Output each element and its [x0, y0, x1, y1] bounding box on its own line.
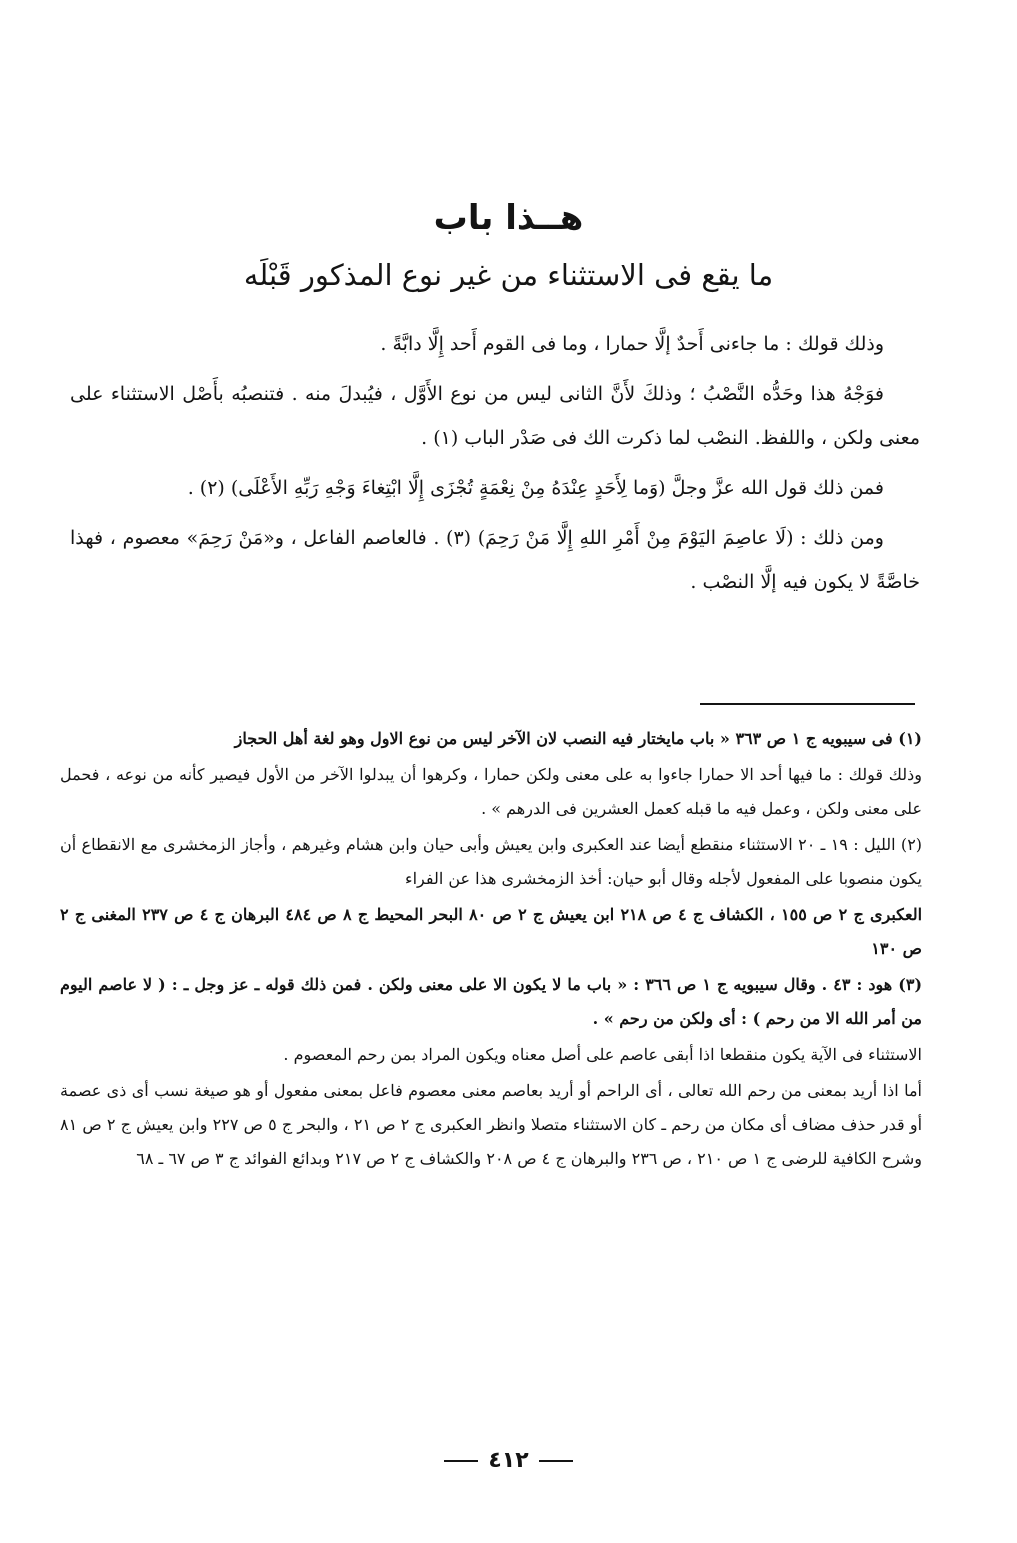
footnote: وذلك قولك : ما فيها أحد الا حمارا جاءوا به على معنى ولكن حمارا ، وكرهوا أن يبدلوا الآخر من الأول فيصير كأنه من نوعه ، فحمل على معنى ولكن ، وعمل فيه ما قبله كعمل العشرين فى الدرهم » . — [60, 765, 922, 818]
page-number-dash — [444, 1460, 478, 1462]
footnote: الاستثناء فى الآية يكون منقطعا اذا أبقى عاصم على أصل معناه ويكون المراد بمن رحم المعصوم . — [283, 1045, 922, 1064]
body-paragraph: وذلك قولك : ما جاءنى أَحدٌ إلَّا حمارا ، وما فى القوم أَحد إِلَّا دابَّةً . — [380, 333, 884, 355]
footnote: (١) فى سيبويه ج ١ ص ٣٦٣ « باب مايختار فيه النصب لان الآخر ليس من نوع الاول وهو لغة أهل الحجاز — [234, 729, 922, 748]
footnote: أما اذا أريد بمعنى من رحم الله تعالى ، أى الراحم أو أريد بعاصم معنى معصوم فاعل بمعنى مفعول أو هو صيغة نسب أى ذى عصمة أو قدر حذف مضاف أى مكان من رحم ـ كان الاستثناء متصلا وانظر العكبرى ج ٢ ص ٢١ ، والبحر ج ٥ ص ٢٢٧ وابن يعيش ج ٢ ص ٨١ وشرح الكافية للرضى ج ١ ص ٢١٠ ، ص ٢٣٦ والبرهان ج ٤ ص ٢٠٨ والكشاف ج ٢ ص ٢١٧ وبدائع الفوائد ج ٣ ص ٦٧ ـ ٦٨ — [60, 1081, 923, 1168]
main-text — [70, 322, 920, 610]
chapter-subtitle: ما يقع فى الاستثناء من غير نوع المذكور قَبْلَه — [243, 258, 774, 292]
footnote: (٢) الليل : ١٩ ـ ٢٠ الاستثناء منقطع أيضا عند العكبرى وابن يعيش وأبى حيان وابن هشام وغيرهم ، وأجاز الزمخشرى مع الانقطاع أن يكون منصوبا على المفعول لأجله وقال أبو حيان: أخذ الزمخشرى هذا عن الفراء — [60, 835, 923, 888]
footnote: (٣) هود : ٤٣ . وقال سيبويه ج ١ ص ٣٦٦ : « باب ما لا يكون الا على معنى ولكن . فمن ذلك قوله ـ عز وجل ـ : ( لا عاصم اليوم من أمر الله الا من رحم ) : أى ولكن من رحم » . — [60, 975, 923, 1028]
footnote-separator — [700, 703, 915, 705]
body-paragraph: ومن ذلك : (لَا عاصِمَ اليَوْمَ مِنْ أَمْرِ اللهِ إِلَّا مَنْ رَحِمَ) (٣) . فالعاصم الفاعل ، و«مَنْ رَحِمَ» معصوم ، فهذا خاصَّةً لا يكون فيه إلَّا النصْب . — [70, 527, 920, 593]
chapter-title: هــذا باب — [433, 198, 584, 238]
page-number-value: ٤١٢ — [488, 1448, 529, 1473]
body-paragraph: فوَجْهُ هذا وحَدُّه النَّصْبُ ؛ وذلكَ لأَنَّ الثانى ليس من نوع الأَوَّل ، فيُبدلَ منه . فتنصبُه بأَصْل الاستثناء على معنى ولكن ، واللفظ. النصْب لما ذكرت الك فى صَدْر الباب (١) . — [70, 383, 920, 449]
page-number-dash — [539, 1460, 573, 1462]
footnote: العكبرى ج ٢ ص ١٥٥ ، الكشاف ج ٤ ص ٢١٨ ابن يعيش ج ٢ ص ٨٠ البحر المحيط ج ٨ ص ٤٨٤ البرهان ج ٤ ص ٢٣٧ المغنى ج ٢ ص ١٣٠ — [60, 905, 923, 958]
footnotes — [60, 722, 922, 1178]
body-paragraph: فمن ذلك قول الله عزَّ وجلَّ (وَما لِأَحَدٍ عِنْدَهُ مِنْ نِعْمَةٍ تُجْزَى إِلَّا ابْتِغاءَ وَجْهِ رَبِّهِ الأَعْلَى) (٢) . — [187, 477, 884, 499]
page-number — [0, 1448, 1017, 1473]
